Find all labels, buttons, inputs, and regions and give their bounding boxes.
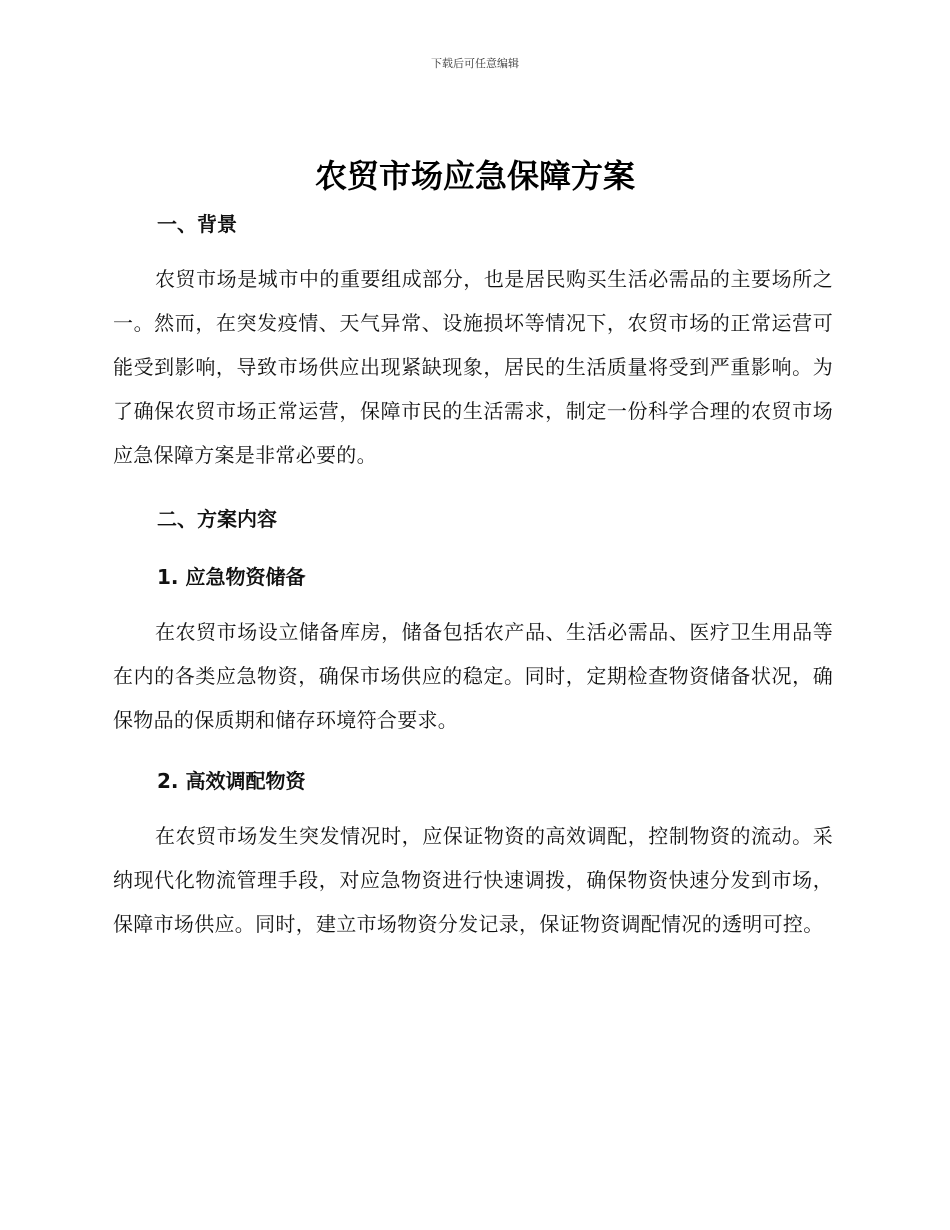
section-heading-material-reserve: 1. 应急物资储备: [157, 565, 306, 589]
section-heading-plan-content: 二、方案内容: [157, 507, 277, 531]
section-paragraph-efficient-dispatch: 在农贸市场发生突发情况时，应保证物资的高效调配，控制物资的流动。采纳现代化物流管理手段，对应急物资进行快速调拨，确保物资快速分发到市场，保障市场供应。同时，建立市场物资分发记录，保证物资调配情况的透明可控。: [113, 824, 833, 936]
document-title: 农贸市场应急保障方案: [314, 157, 635, 195]
section-paragraph-material-reserve: 在农贸市场设立储备库房，储备包括农产品、生活必需品、医疗卫生用品等在内的各类应急物资，确保市场供应的稳定。同时，定期检查物资储备状况，确保物品的保质期和储存环境符合要求。: [113, 620, 833, 732]
header-note: 下载后可任意编辑: [431, 57, 519, 70]
section-paragraph-background: 农贸市场是城市中的重要组成部分，也是居民购买生活必需品的主要场所之一。然而，在突发疫情、天气异常、设施损坏等情况下，农贸市场的正常运营可能受到影响，导致市场供应出现紧缺现象，居民的生活质量将受到严重影响。为了确保农贸市场正常运营，保障市民的生活需求，制定一份科学合理的农贸市场应急保障方案是非常必要的。: [113, 267, 833, 467]
section-heading-efficient-dispatch: 2. 高效调配物资: [157, 769, 306, 793]
section-heading-background: 一、背景: [157, 212, 237, 236]
